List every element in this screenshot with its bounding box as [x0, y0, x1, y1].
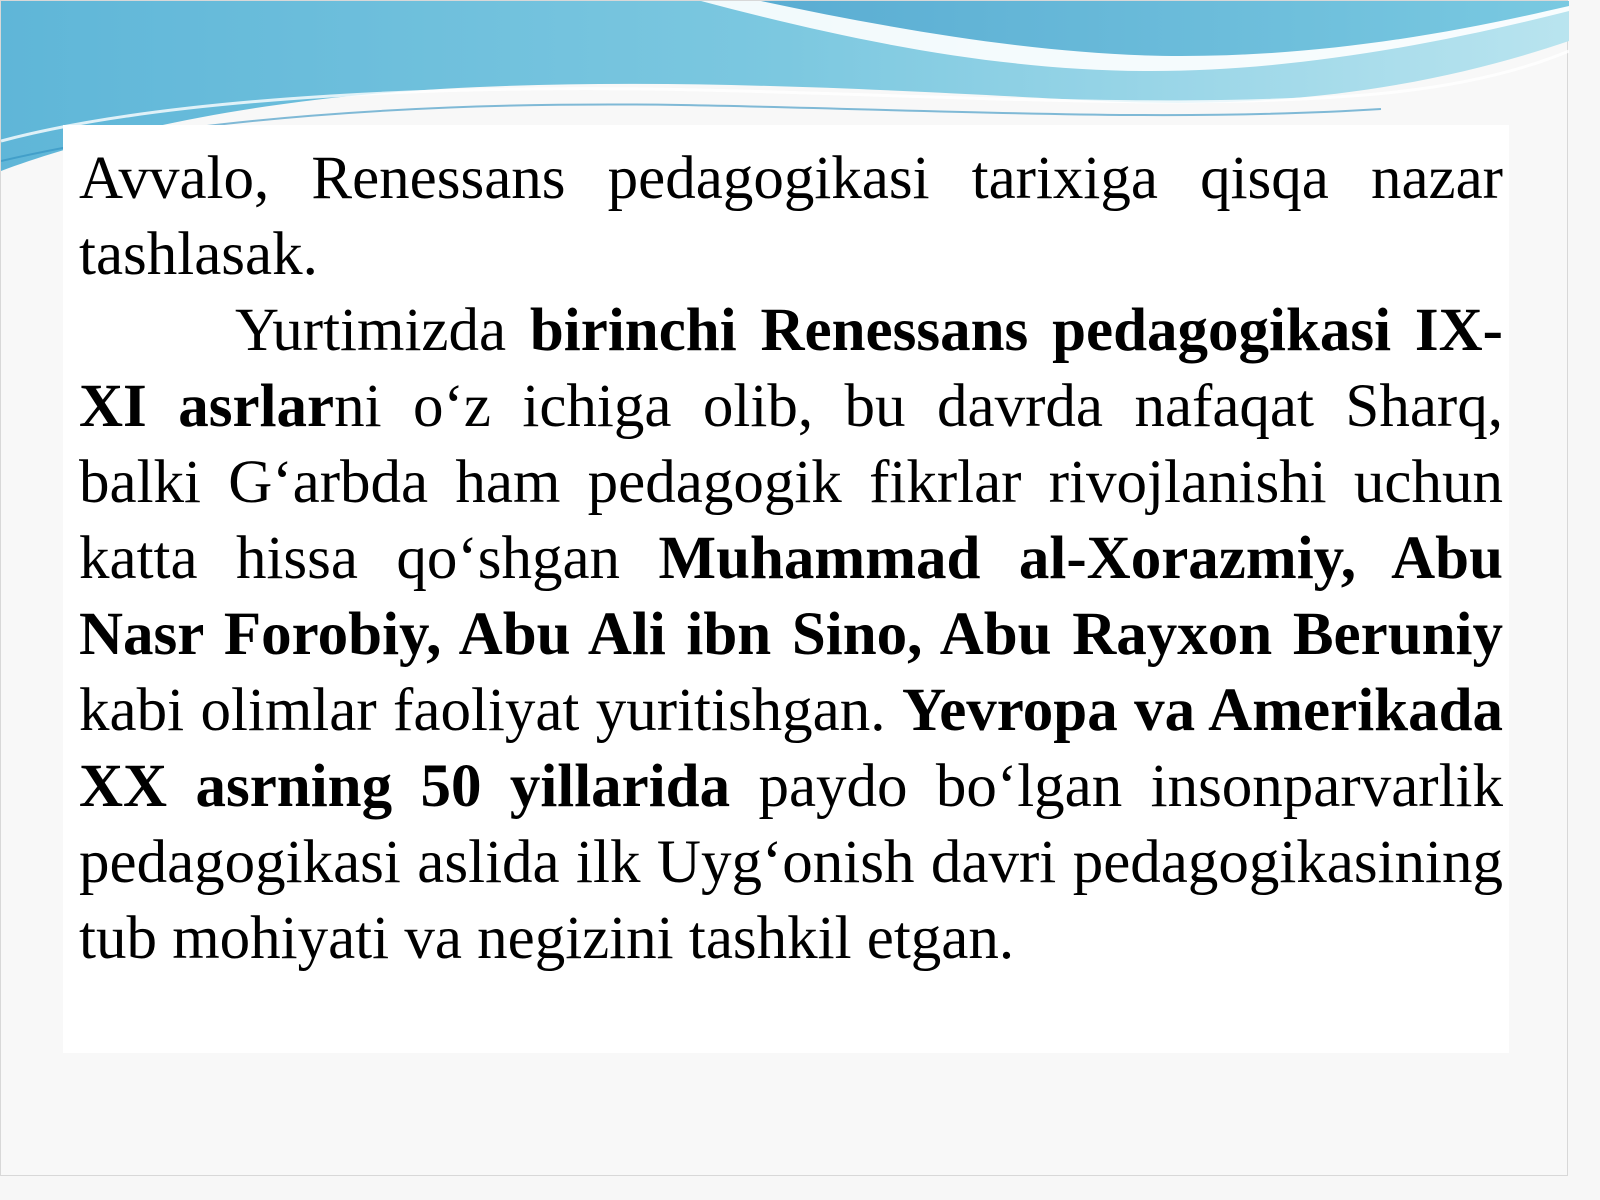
- paragraph-main: [79, 293, 1503, 977]
- slide-body-text: [79, 141, 1503, 977]
- paragraph-intro-text: Avvalo, Renessans pedagogikasi tarixiga qisqa nazar tashlasak.: [79, 145, 1503, 288]
- paragraph-main-part4: paydo bo‘lgan insonparvarlik pedagogikasi aslida ilk Uyg‘onish davri pedagogikasining tub mohiyati va negizini tashkil etgan.: [79, 753, 1503, 972]
- paragraph-main-bold1: birinchi Renessans pedagogikasi IX-XI asrlar: [79, 297, 1503, 440]
- paragraph-main-part3: kabi olimlar faoliyat yuritishgan.: [79, 677, 902, 744]
- paragraph-intro: [79, 141, 1503, 293]
- paragraph-main-part2: ni o‘z ichiga olib, bu davrda nafaqat Sharq, balki G‘arbda ham pedagogik fikrlar rivojlanishi uchun katta hissa qo‘shgan: [79, 373, 1503, 592]
- paragraph-main-bold3: Yevropa va Amerikada XX asrning 50 yillarida: [79, 677, 1503, 820]
- paragraph-main-part1: Yurtimizda: [235, 297, 530, 364]
- paragraph-main-bold2: Muhammad al-Xorazmiy, Abu Nasr Forobiy, Abu Ali ibn Sino, Abu Rayxon Beruniy: [79, 525, 1504, 668]
